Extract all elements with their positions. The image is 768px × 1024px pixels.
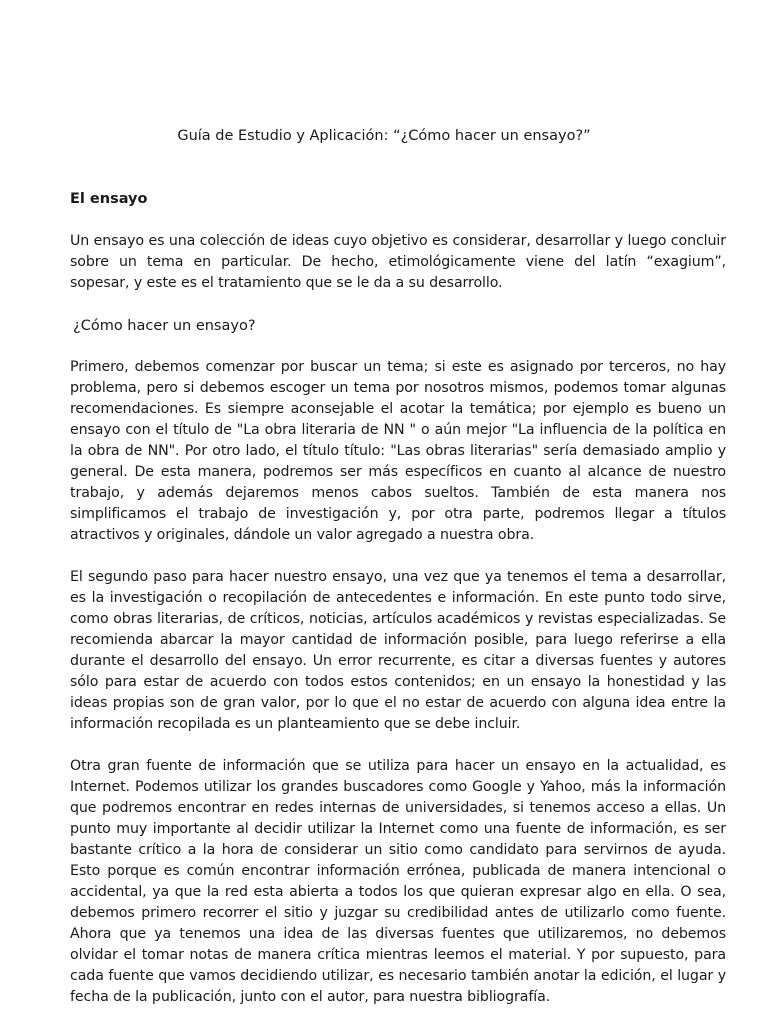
paragraph-intro: Un ensayo es una colección de ideas cuyo objetivo es considerar, desarrollar y luego concluir sobre un tema en particular. De hecho, etimológicamente viene del latín “exagium”, sopesar, y este es el tratamiento que se le da a su desarrollo. [70, 233, 726, 291]
subheading-how-to: ¿Cómo hacer un ensayo? [73, 318, 256, 334]
paragraph-research: El segundo paso para hacer nuestro ensayo, una vez que ya tenemos el tema a desarrollar, es la investigación o recopilación de antecedentes e información. En este punto todo sirve, como obras literarias, de críticos, noticias, artículos académicos y revistas especializadas. Se recomienda abarcar la mayor cantidad de información posible, para luego referirse a ella durante el desarrollo del ensayo. Un error recurrente, es citar a diversas fuentes y autores sólo para estar de acuerdo con todos estos contenidos; en un ensayo la honestidad y las ideas propias son de gran valor, por lo que el no estar de acuerdo con alguna idea entre la información recopilada es un planteamiento que se debe incluir. [70, 569, 726, 732]
section-heading: El ensayo [70, 191, 148, 207]
document-title: Guía de Estudio y Aplicación: “¿Cómo hacer un ensayo?” [177, 128, 591, 144]
paragraph-choose-topic: Primero, debemos comenzar por buscar un tema; si este es asignado por terceros, no hay problema, pero si debemos escoger un tema por nosotros mismos, podemos tomar algunas recomendaciones. Es siempre aconsejable el acotar la temática; por ejemplo es bueno un ensayo con el título de "La obra literaria de NN " o aún mejor "La influencia de la política en la obra de NN". Por otro lado, el título título: "Las obras literarias" sería demasiado amplio y general. De esta manera, podremos ser más específicos en cuanto al alcance de nuestro trabajo, y además dejaremos menos cabos sueltos. También de esta manera nos simplificamos el trabajo de investigación y, por otra parte, podremos llegar a títulos atractivos y originales, dándole un valor agregado a nuestra obra. [70, 359, 726, 543]
paragraph-internet-sources: Otra gran fuente de información que se utiliza para hacer un ensayo en la actualidad, es Internet. Podemos utilizar los grandes buscadores como Google y Yahoo, más la información que podremos encontrar en redes internas de universidades, si tenemos acceso a ellas. Un punto muy importante al decidir utilizar la Internet como una fuente de información, es ser bastante crítico a la hora de considerar un sitio como candidato para servirnos de ayuda. Esto porque es común encontrar información errónea, publicada de manera intencional o accidental, ya que la red esta abierta a todos los que quieran expresar algo en ella. O sea, debemos primero recorrer el sitio y juzgar su credibilidad antes de utilizarlo como fuente. Ahora que ya tenemos una idea de las diversas fuentes que utilizaremos, no debemos olvidar el tomar notas de manera crítica mientras leemos el material. Y por supuesto, para cada fuente que vamos decidiendo utilizar, es necesario también anotar la edición, el lugar y fecha de la publicación, junto con el autor, para nuestra bibliografía. [70, 758, 726, 1005]
